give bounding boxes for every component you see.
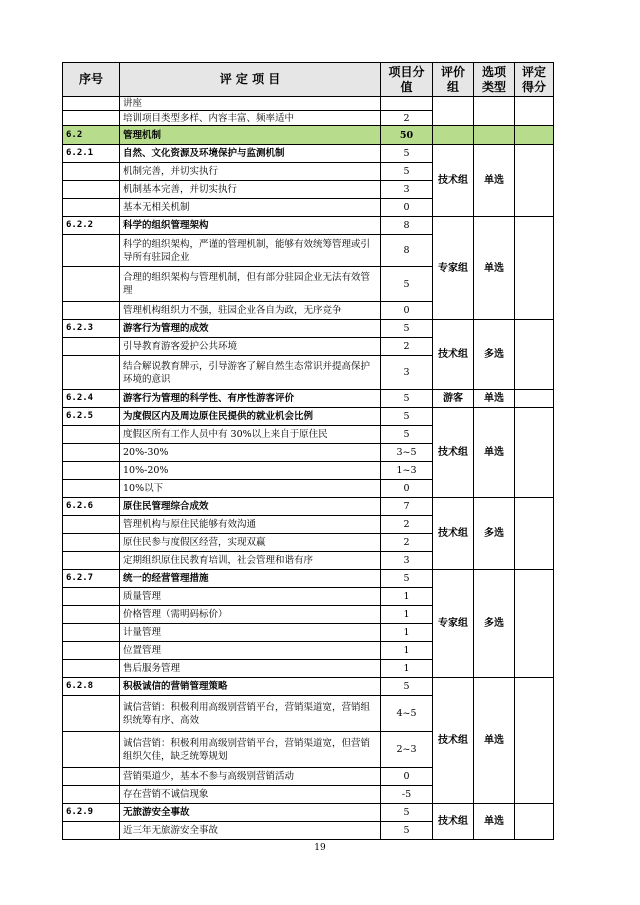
row-item: 机制基本完善，并切实执行 bbox=[120, 181, 381, 199]
row-item: 机制完善，并切实执行 bbox=[120, 163, 381, 181]
eval-group-cell: 技术组 bbox=[433, 678, 474, 804]
row-item: 营销渠道少，基本不参与高级别营销活动 bbox=[120, 768, 381, 786]
row-code: 6.2 bbox=[63, 126, 120, 145]
row-score: 5 bbox=[381, 426, 433, 444]
row-score: 3 bbox=[381, 181, 433, 199]
row-item: 度假区所有工作人员中有 30%以上来自于原住民 bbox=[120, 426, 381, 444]
row-item: 游客行为管理的科学性、有序性游客评价 bbox=[120, 390, 381, 408]
header-score: 项目分值 bbox=[381, 63, 433, 97]
row-item: 定期组织原住民教育培训，社会管理和谐有序 bbox=[120, 552, 381, 570]
row-code bbox=[63, 111, 120, 126]
row-score: 7 bbox=[381, 498, 433, 516]
row-code bbox=[63, 302, 120, 320]
row-item: 科学的组织架构，严谨的管理机制，能够有效统筹管理或引导所有驻园企业 bbox=[120, 235, 381, 267]
row-score: 5 bbox=[381, 390, 433, 408]
row-score: 1 bbox=[381, 660, 433, 678]
evaluation-table bbox=[62, 62, 554, 840]
row-code bbox=[63, 660, 120, 678]
eval-group-cell: 专家组 bbox=[433, 217, 474, 320]
eval-group-cell: 游客 bbox=[433, 390, 474, 408]
table-header-row bbox=[63, 63, 554, 97]
result-cell bbox=[515, 126, 554, 145]
row-item: 售后服务管理 bbox=[120, 660, 381, 678]
row-item: 近三年无旅游安全事故 bbox=[120, 822, 381, 840]
row-score: 5 bbox=[381, 267, 433, 302]
row-item: 管理机构与原住民能够有效沟通 bbox=[120, 516, 381, 534]
row-code bbox=[63, 338, 120, 356]
row-score: 2 bbox=[381, 111, 433, 126]
page-number: 19 bbox=[314, 843, 326, 853]
row-score: 0 bbox=[381, 768, 433, 786]
row-score: 1 bbox=[381, 642, 433, 660]
table-body bbox=[63, 97, 554, 840]
result-cell bbox=[515, 804, 554, 840]
row-score: 5 bbox=[381, 408, 433, 426]
row-item: 10%-20% bbox=[120, 462, 381, 480]
option-type-cell: 单选 bbox=[474, 804, 515, 840]
row-item: 原住民参与度假区经营，实现双赢 bbox=[120, 534, 381, 552]
table-row bbox=[63, 498, 554, 516]
header-seq: 序号 bbox=[63, 63, 120, 97]
row-item: 讲座 bbox=[120, 97, 381, 111]
row-score: 3 bbox=[381, 552, 433, 570]
table-row bbox=[63, 678, 554, 696]
row-code: 6.2.2 bbox=[63, 217, 120, 235]
header-group: 评价组 bbox=[433, 63, 474, 97]
row-score: 3~5 bbox=[381, 444, 433, 462]
eval-group-cell bbox=[433, 97, 474, 126]
option-type-cell: 多选 bbox=[474, 498, 515, 570]
row-code bbox=[63, 444, 120, 462]
table-row bbox=[63, 217, 554, 235]
eval-group-cell: 技术组 bbox=[433, 804, 474, 840]
header-item: 评 定 项 目 bbox=[120, 63, 381, 97]
row-score: 1~3 bbox=[381, 462, 433, 480]
row-item: 无旅游安全事故 bbox=[120, 804, 381, 822]
table-row bbox=[63, 804, 554, 822]
row-score: 0 bbox=[381, 302, 433, 320]
row-code bbox=[63, 786, 120, 804]
row-item: 位置管理 bbox=[120, 642, 381, 660]
row-item: 统一的经营管理措施 bbox=[120, 570, 381, 588]
option-type-cell: 多选 bbox=[474, 570, 515, 678]
result-cell bbox=[515, 145, 554, 217]
row-item: 为度假区内及周边原住民提供的就业机会比例 bbox=[120, 408, 381, 426]
row-score: 5 bbox=[381, 804, 433, 822]
row-code bbox=[63, 768, 120, 786]
row-code bbox=[63, 588, 120, 606]
row-item: 培训项目类型多样、内容丰富、频率适中 bbox=[120, 111, 381, 126]
row-score: 0 bbox=[381, 480, 433, 498]
row-item: 科学的组织管理架构 bbox=[120, 217, 381, 235]
row-code: 6.2.7 bbox=[63, 570, 120, 588]
option-type-cell bbox=[474, 126, 515, 145]
row-code bbox=[63, 426, 120, 444]
row-code bbox=[63, 235, 120, 267]
option-type-cell: 单选 bbox=[474, 390, 515, 408]
option-type-cell: 单选 bbox=[474, 145, 515, 217]
eval-group-cell: 专家组 bbox=[433, 570, 474, 678]
row-code bbox=[63, 624, 120, 642]
row-code: 6.2.9 bbox=[63, 804, 120, 822]
row-code: 6.2.1 bbox=[63, 145, 120, 163]
eval-group-cell: 技术组 bbox=[433, 320, 474, 390]
row-score: 1 bbox=[381, 588, 433, 606]
row-code bbox=[63, 642, 120, 660]
row-score: 0 bbox=[381, 199, 433, 217]
row-score: 2 bbox=[381, 338, 433, 356]
row-item: 质量管理 bbox=[120, 588, 381, 606]
row-score: 5 bbox=[381, 145, 433, 163]
row-item: 10%以下 bbox=[120, 480, 381, 498]
table-row bbox=[63, 320, 554, 338]
row-score: 8 bbox=[381, 217, 433, 235]
row-item: 结合解说教育牌示，引导游客了解自然生态常识并提高保护环境的意识 bbox=[120, 356, 381, 390]
option-type-cell: 单选 bbox=[474, 408, 515, 498]
result-cell bbox=[515, 570, 554, 678]
row-score bbox=[381, 97, 433, 111]
eval-group-cell: 技术组 bbox=[433, 498, 474, 570]
row-code: 6.2.6 bbox=[63, 498, 120, 516]
eval-group-cell: 技术组 bbox=[433, 145, 474, 217]
result-cell bbox=[515, 498, 554, 570]
row-score: 5 bbox=[381, 570, 433, 588]
row-item: 引导教育游客爱护公共环境 bbox=[120, 338, 381, 356]
row-code bbox=[63, 267, 120, 302]
row-item: 存在营销不诚信现象 bbox=[120, 786, 381, 804]
result-cell bbox=[515, 390, 554, 408]
row-score: 2~3 bbox=[381, 732, 433, 768]
table-row bbox=[63, 570, 554, 588]
row-score: 8 bbox=[381, 235, 433, 267]
row-code bbox=[63, 552, 120, 570]
row-code: 6.2.8 bbox=[63, 678, 120, 696]
row-score: 5 bbox=[381, 822, 433, 840]
row-code: 6.2.5 bbox=[63, 408, 120, 426]
row-code bbox=[63, 732, 120, 768]
row-item: 自然、文化资源及环境保护与监测机制 bbox=[120, 145, 381, 163]
row-item: 管理机制 bbox=[120, 126, 381, 145]
row-code bbox=[63, 480, 120, 498]
row-item: 基本无相关机制 bbox=[120, 199, 381, 217]
result-cell bbox=[515, 217, 554, 320]
row-item: 价格管理（需明码标价） bbox=[120, 606, 381, 624]
header-result: 评定得分 bbox=[515, 63, 554, 97]
row-code bbox=[63, 534, 120, 552]
row-score: 2 bbox=[381, 516, 433, 534]
row-code: 6.2.3 bbox=[63, 320, 120, 338]
row-item: 积极诚信的营销管理策略 bbox=[120, 678, 381, 696]
row-code bbox=[63, 181, 120, 199]
row-score: 2 bbox=[381, 534, 433, 552]
table-row bbox=[63, 145, 554, 163]
row-score: 5 bbox=[381, 163, 433, 181]
result-cell bbox=[515, 97, 554, 126]
row-item: 诚信营销：积极利用高级别营销平台，营销渠道宽，但营销组织欠佳，缺乏统筹规划 bbox=[120, 732, 381, 768]
row-score: 4~5 bbox=[381, 696, 433, 732]
row-code bbox=[63, 163, 120, 181]
option-type-cell: 单选 bbox=[474, 217, 515, 320]
row-score: 1 bbox=[381, 624, 433, 642]
row-item: 20%-30% bbox=[120, 444, 381, 462]
row-score: 50 bbox=[381, 126, 433, 145]
row-code: 6.2.4 bbox=[63, 390, 120, 408]
result-cell bbox=[515, 678, 554, 804]
result-cell bbox=[515, 320, 554, 390]
row-code bbox=[63, 356, 120, 390]
row-score: 5 bbox=[381, 320, 433, 338]
row-item: 管理机构组织力不强，驻园企业各自为政，无序竞争 bbox=[120, 302, 381, 320]
header-type: 选项类型 bbox=[474, 63, 515, 97]
table-row bbox=[63, 390, 554, 408]
table-row bbox=[63, 126, 554, 145]
table-row bbox=[63, 97, 554, 111]
row-item: 诚信营销：积极利用高级别营销平台，营销渠道宽，营销组织统筹有序、高效 bbox=[120, 696, 381, 732]
table-row bbox=[63, 408, 554, 426]
row-code bbox=[63, 696, 120, 732]
row-item: 游客行为管理的成效 bbox=[120, 320, 381, 338]
row-item: 原住民管理综合成效 bbox=[120, 498, 381, 516]
row-code bbox=[63, 462, 120, 480]
row-code bbox=[63, 516, 120, 534]
option-type-cell bbox=[474, 97, 515, 126]
row-score: -5 bbox=[381, 786, 433, 804]
row-score: 3 bbox=[381, 356, 433, 390]
eval-group-cell bbox=[433, 126, 474, 145]
row-code bbox=[63, 606, 120, 624]
row-item: 计量管理 bbox=[120, 624, 381, 642]
row-score: 5 bbox=[381, 678, 433, 696]
row-item: 合理的组织架构与管理机制，但有部分驻园企业无法有效管理 bbox=[120, 267, 381, 302]
row-code bbox=[63, 822, 120, 840]
row-code bbox=[63, 199, 120, 217]
row-score: 1 bbox=[381, 606, 433, 624]
result-cell bbox=[515, 408, 554, 498]
option-type-cell: 多选 bbox=[474, 320, 515, 390]
eval-group-cell: 技术组 bbox=[433, 408, 474, 498]
row-code bbox=[63, 97, 120, 111]
option-type-cell: 单选 bbox=[474, 678, 515, 804]
